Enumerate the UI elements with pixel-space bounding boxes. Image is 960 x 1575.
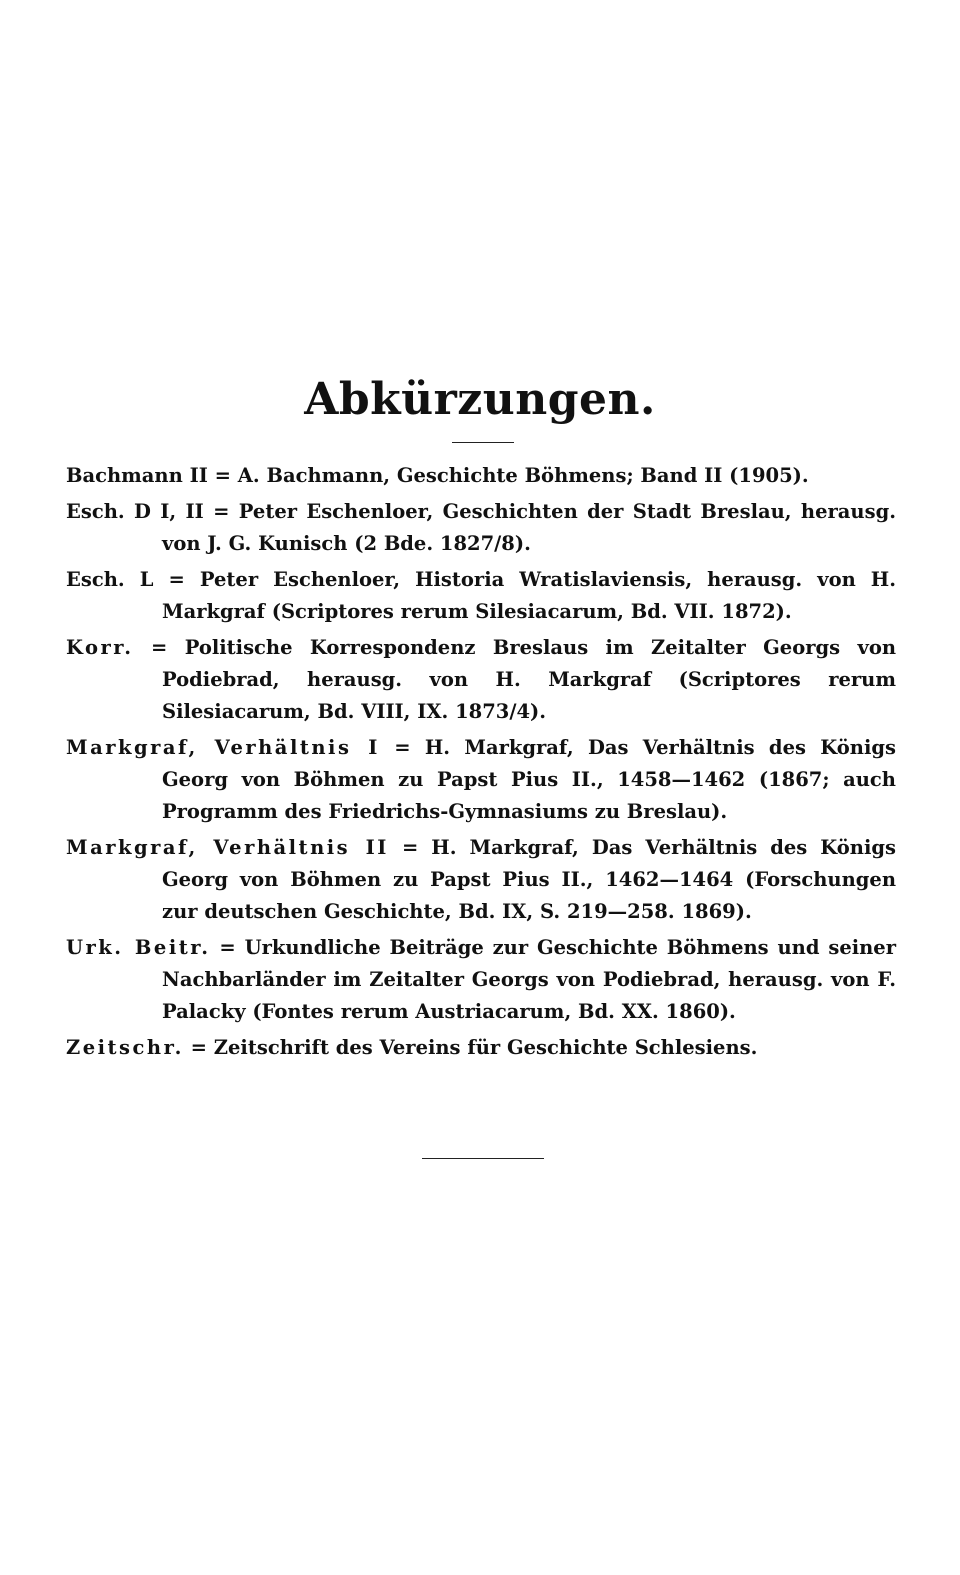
abbreviation-definition: = H. Markgraf, Das Verhältnis des Königs Georg von Böhmen zu Papst Pius II., 1462—1464 (Forschungen zur deutschen Geschichte, Bd. IX, S. 219—258. 1869). — [162, 836, 896, 923]
abbreviation-term: Zeitschr. — [66, 1036, 184, 1059]
abbreviation-definition: = Zeitschrift des Vereins für Geschichte Schlesiens. — [190, 1036, 758, 1059]
abbreviation-list — [66, 460, 896, 1068]
abbreviation-term: Esch. D I, II — [66, 500, 204, 523]
abbreviation-definition: = Politische Korrespondenz Breslaus im Zeitalter Georgs von Podiebrad, herausg. von H. Markgraf (Scriptores rerum Silesiacarum, Bd. VIII, IX. 1873/4). — [150, 636, 896, 723]
abbreviation-entry — [66, 832, 896, 928]
abbreviation-definition: = Peter Eschenloer, Historia Wratislaviensis, herausg. von H. Markgraf (Scriptores rerum Silesiacarum, Bd. VII. 1872). — [162, 568, 897, 623]
abbreviation-term: Korr. — [66, 636, 134, 659]
abbreviation-entry — [66, 932, 896, 1028]
abbreviation-term: Esch. L — [66, 568, 154, 591]
abbreviation-term: Urk. Beitr. — [66, 936, 211, 959]
abbreviation-term: Markgraf, Verhältnis I — [66, 736, 380, 759]
abbreviation-entry — [66, 460, 896, 492]
abbreviation-definition: = A. Bachmann, Geschichte Böhmens; Band II (1905). — [214, 464, 809, 487]
abbreviation-term: Bachmann II — [66, 464, 208, 487]
abbreviation-entry — [66, 732, 896, 828]
abbreviation-term: Markgraf, Verhältnis II — [66, 836, 389, 859]
abbreviation-entry — [66, 564, 896, 628]
abbreviation-definition: = H. Markgraf, Das Verhältnis des Königs Georg von Böhmen zu Papst Pius II., 1458—1462 (1867; auch Programm des Friedrichs-Gymnasiums zu Breslau). — [162, 736, 896, 823]
abbreviation-entry — [66, 496, 896, 560]
page-title: Abkürzungen. — [304, 374, 656, 425]
abbreviation-entry — [66, 632, 896, 728]
abbreviation-definition: = Peter Eschenloer, Geschichten der Stadt Breslau, herausg. von J. G. Kunisch (2 Bde. 1827/8). — [162, 500, 896, 555]
abbreviation-definition: = Urkundliche Beiträge zur Geschichte Böhmens und seiner Nachbarländer im Zeitalter Georgs von Podiebrad, herausg. von F. Palacky (Fontes rerum Austriacarum, Bd. XX. 1860). — [162, 936, 896, 1023]
title-divider — [452, 442, 514, 443]
abbreviation-entry — [66, 1032, 896, 1064]
end-divider — [422, 1158, 544, 1159]
